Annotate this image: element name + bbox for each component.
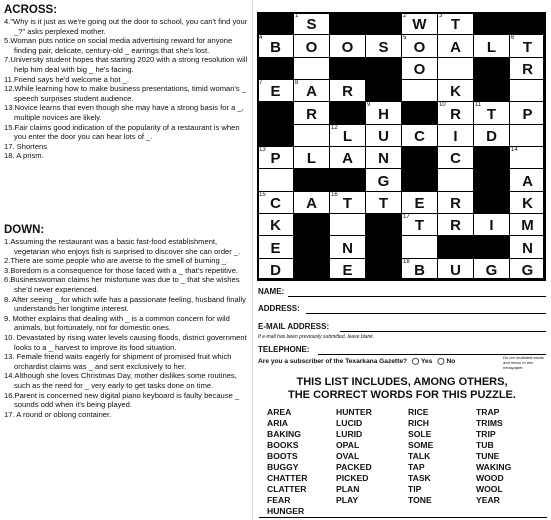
name-field[interactable] [258,287,548,296]
cell-letter: M [521,217,534,235]
grid-cell[interactable] [329,79,366,102]
word-list-item: TRIMS [476,418,503,428]
cell-letter: W [412,16,427,34]
grid-cell[interactable] [293,57,330,80]
cell-letter: S [306,16,317,34]
clue-number: 1 [295,13,299,19]
cell-letter: P [522,105,533,123]
down-clue: 13. Female friend waits eagerly for shipment of promised fruit which orchardist claims was _ and sent exclusively to her. [4,352,232,371]
word-list-item: RICH [408,418,430,428]
cell-letter: R [450,105,461,123]
word-list-item: PLAY [336,495,359,505]
grid-cell[interactable] [365,34,402,57]
word-list-item: LUCID [336,418,363,428]
down-clue-list [4,237,248,419]
word-column-1 [267,407,307,517]
word-list-item: CLATTER [267,484,307,494]
clue-number: 14 [511,146,518,153]
email-line [340,331,546,332]
cell-letter: H [378,105,389,123]
grid-block [329,12,366,35]
clue-number: 15 [259,191,266,198]
address-field[interactable] [258,304,548,313]
grid-cell[interactable] [401,191,438,214]
grid-block [365,12,402,35]
clues-panel [0,0,250,520]
grid-cell[interactable] [509,258,546,281]
word-list-item: WOOD [476,473,504,483]
cell-letter: R [306,105,317,123]
word-list-item: LURID [336,429,363,439]
word-list-item: CHATTER [267,473,308,483]
down-clue: 3.Boredom is a consequence for those faced with a _ that's repetitive. [4,265,239,275]
down-clue: 2.There are some people who are averse to the smell of burning _. [4,256,229,266]
word-list-item: TAP [408,462,425,472]
grid-cell[interactable] [365,101,402,124]
grid-block [401,168,438,191]
grid-cell[interactable] [473,101,510,124]
grid-block [365,258,402,281]
word-list-item: PACKED [336,462,372,472]
grid-block [509,12,546,35]
word-list-item: RICE [408,407,429,417]
word-list-item: BUGGY [267,462,299,472]
word-list-item: TONE [408,495,432,505]
cell-letter: C [270,194,281,212]
cell-letter: A [342,150,353,168]
no-label: No [446,358,456,365]
grid-cell[interactable] [509,34,546,57]
grid-cell[interactable] [437,168,474,191]
clue-number: 9 [367,102,371,109]
grid-cell[interactable] [329,213,366,236]
word-list-item: YEAR [476,495,500,505]
clue-number: 6 [511,35,515,42]
across-clue: 17. Shortens [4,141,48,151]
word-list-item: ARIA [267,418,289,428]
word-list-item: TUNE [476,451,500,461]
across-clue: 4."Why is it just as we're going out the door to school, you can't find your _?" asks perplexed mother. [4,17,248,36]
cell-letter: A [450,38,461,56]
cell-letter: K [270,217,281,235]
word-column-2 [336,407,372,506]
grid-cell[interactable] [293,146,330,169]
grid-cell[interactable] [365,191,402,214]
grid-cell[interactable] [509,101,546,124]
grid-cell[interactable] [257,258,294,281]
down-clue: 6.Businesswoman claims her misfortune was due to _ that she wishes she'd never experienced. [4,275,240,294]
word-list-item: TASK [408,473,431,483]
down-clue: 17. A round or oblong container. [4,409,112,419]
cell-letter: C [450,150,461,168]
grid-cell[interactable] [401,258,438,281]
grid-cell[interactable] [401,34,438,57]
no-radio[interactable]: ◯ [437,358,445,365]
word-list-item: SOME [408,440,434,450]
grid-cell[interactable] [437,146,474,169]
cell-letter: O [413,38,426,56]
bottom-rule [259,517,547,518]
grid-block [473,235,510,258]
yes-label: Yes [420,358,433,365]
down-clue: 10. Devastated by rising water levels causing floods, district government looks to a _ harvest to improve its food situation. [4,332,247,352]
grid-cell[interactable] [509,191,546,214]
cell-letter: T [522,38,533,56]
cell-letter: O [413,60,426,78]
word-list-item: WOOL [476,484,503,494]
cell-letter: R [342,83,353,101]
cell-letter: T [342,194,353,212]
grid-block [293,235,330,258]
word-list-item: OVAL [336,451,360,461]
word-list-item: TIP [408,484,422,494]
clue-number: 13 [259,146,266,153]
across-heading: ACROSS: [4,4,58,16]
grid-cell[interactable] [293,79,330,102]
grid-block [293,258,330,281]
cell-letter: A [306,83,317,101]
grid-cell[interactable] [257,146,294,169]
word-list-title-line1: THIS LIST INCLUDES, AMONG OTHERS, [296,376,508,388]
grid-cell[interactable] [509,235,546,258]
grid-block [257,124,294,147]
grid-cell[interactable] [473,213,510,236]
grid-block [365,57,402,80]
grid-cell[interactable] [473,34,510,57]
grid-cell[interactable] [257,79,294,102]
cell-letter: A [306,194,317,212]
cell-letter: R [450,217,461,235]
email-note: If e-mail has been previously submitted, leave blank. [258,334,375,340]
grid-block [257,12,294,35]
word-list-item: BAKING [267,429,301,439]
grid-cell[interactable] [437,213,474,236]
fine-print: Do not mutilated words and return to this newspaper. [503,355,544,370]
grid-block [401,101,438,124]
word-list-item: TRIP [476,429,496,439]
across-clue: 12.While learning how to make business presentations, timid woman's _ speech surprises student audience. [4,84,247,103]
cell-letter: L [306,150,317,168]
cell-letter: K [450,83,461,101]
grid-cell[interactable] [329,124,366,147]
cell-letter: A [522,172,533,190]
cell-letter: E [270,239,281,257]
grid-cell[interactable] [329,146,366,169]
cell-letter: N [342,239,353,257]
grid-cell[interactable] [437,34,474,57]
across-clue: 13.Novice learns that even though she may have a strong basis for a _, multiple novices are likely. [4,103,244,122]
clue-number: 2 [403,13,407,19]
cell-letter: L [486,38,497,56]
cell-letter: O [305,38,318,56]
clue-number: 4 [259,35,263,42]
grid-cell[interactable] [509,57,546,80]
grid-block [401,146,438,169]
grid-cell[interactable] [401,235,438,258]
grid-block [473,146,510,169]
word-list-item: TALK [408,451,431,461]
grid-block [473,12,510,35]
clue-number: 17 [403,213,410,220]
grid-cell[interactable] [293,34,330,57]
word-list-item: OPAL [336,440,360,450]
grid-cell[interactable] [329,235,366,258]
cell-letter: R [450,194,461,212]
cell-letter: K [522,194,533,212]
grid-block [329,168,366,191]
grid-cell[interactable] [329,258,366,281]
grid-cell[interactable] [365,124,402,147]
cell-letter: G [521,261,534,279]
grid-cell[interactable] [509,146,546,169]
grid-cell[interactable] [437,57,474,80]
clue-number: 16 [331,191,338,198]
grid-block [257,101,294,124]
grid-block [365,79,402,102]
word-list-item: HUNTER [336,407,372,417]
grid-cell[interactable] [437,12,474,35]
grid-cell[interactable] [257,213,294,236]
word-list-item: SOLE [408,429,432,439]
grid-cell[interactable] [329,34,366,57]
grid-cell[interactable] [509,124,546,147]
cell-letter: N [522,239,533,257]
cell-letter: I [453,127,458,145]
grid-cell[interactable] [473,258,510,281]
word-list-item: BOOKS [267,440,299,450]
grid-block [329,57,366,80]
grid-cell[interactable] [509,168,546,191]
cell-letter: T [486,105,497,123]
address-label: ADDRESS: [258,304,300,313]
cell-letter: S [378,38,389,56]
grid-cell[interactable] [365,168,402,191]
cell-letter: G [377,172,390,190]
name-label: NAME: [258,287,285,296]
clue-number: 18 [403,258,410,265]
grid-cell[interactable] [293,191,330,214]
word-list-item: TRAP [476,407,500,417]
across-clue: 15.Fair claims good indication of the popularity of a restaurant is when you enter the door you can hear lots of _. [4,122,240,142]
word-list-item: FEAR [267,495,291,505]
grid-cell[interactable] [401,213,438,236]
grid-block [257,57,294,80]
across-clue: 18. A prism. [4,151,44,161]
grid-cell[interactable] [437,124,474,147]
cell-letter: E [414,194,425,212]
cell-letter: R [522,60,533,78]
email-label: E-MAIL ADDRESS: [258,322,330,331]
clue-number: 11 [475,102,482,109]
cell-letter: N [378,150,389,168]
grid-cell[interactable] [437,101,474,124]
telephone-label: TELEPHONE: [258,345,310,354]
clue-number: 7 [259,79,263,86]
grid-block [473,191,510,214]
yes-radio[interactable]: ◯ [411,358,420,365]
cell-letter: G [485,261,498,279]
down-heading: DOWN: [4,224,45,236]
grid-cell[interactable] [257,191,294,214]
word-list-item: PLAN [336,484,360,494]
grid-block [473,79,510,102]
address-line [306,313,546,314]
word-column-3 [408,407,433,506]
grid-cell[interactable] [293,101,330,124]
down-clue: 16.Parent is concerned new digital piano keyboard is faulty because _ sounds odd when it's being played. [4,390,240,410]
cell-letter: P [270,150,281,168]
clue-number: 12 [331,124,338,131]
cell-letter: D [486,127,497,145]
clue-number: 5 [403,35,407,42]
grid-cell[interactable] [401,12,438,35]
word-list-title [255,376,549,402]
grid-cell[interactable] [329,191,366,214]
word-list-item: WAKING [476,462,512,472]
across-clue: 5.Woman puts notice on social media advertising reward for anyone finding pair, delicate, century-old _ earrings that she's lost. [4,36,233,55]
word-column-4 [476,407,511,506]
grid-cell[interactable] [473,124,510,147]
cell-letter: B [414,261,425,279]
cell-letter: I [489,217,494,235]
word-list-item: AREA [267,407,292,417]
down-clue: 1.Assuming the restaurant was a basic fast-food establishment, vegetarian who enjoys fish is surprised to discover she can order _. [4,237,241,256]
word-list-item: HUNGER [267,506,305,516]
word-list-item: BOOTS [267,451,298,461]
cell-letter: E [342,261,353,279]
cell-letter: L [342,127,353,145]
grid-block [293,168,330,191]
grid-cell[interactable] [257,168,294,191]
clue-number: 3 [439,13,443,19]
cell-letter: E [270,83,281,101]
grid-block [365,213,402,236]
across-clue: 7.University student hopes that starting 2020 with a strong resolution will help him deal with big _ he's facing. [4,55,248,74]
cell-letter: U [450,261,461,279]
grid-block [437,235,474,258]
cell-letter: U [378,127,389,145]
grid-cell[interactable] [401,124,438,147]
column-divider [252,0,253,520]
cell-letter: T [378,194,389,212]
grid-block [329,101,366,124]
subscriber-question: Are you a subscriber of the Texarkana Gazette? [258,358,408,365]
grid-cell[interactable] [437,79,474,102]
grid-cell[interactable] [365,146,402,169]
grid-cell[interactable] [293,12,330,35]
word-list-item: PICKED [336,473,369,483]
word-list-title-line2: THE CORRECT WORDS FOR THIS PUZZLE. [288,389,516,401]
grid-block [293,213,330,236]
email-field[interactable] [258,322,548,331]
cell-letter: T [414,217,425,235]
across-clue: 11.Friend says he'd welcome a hot _. [4,74,129,84]
grid-cell[interactable] [401,57,438,80]
clue-number: 8 [295,79,299,86]
grid-cell[interactable] [437,191,474,214]
grid-cell[interactable] [257,235,294,258]
grid-cell[interactable] [293,124,330,147]
grid-block [473,57,510,80]
grid-cell[interactable] [401,79,438,102]
telephone-field[interactable] [258,345,548,354]
clue-number: 10 [439,102,446,109]
word-list-item: TUB [476,440,494,450]
grid-cell[interactable] [437,258,474,281]
cell-letter: C [414,127,425,145]
grid-cell[interactable] [509,213,546,236]
cell-letter: T [450,16,461,34]
cell-letter: D [270,261,281,279]
grid-cell[interactable] [257,34,294,57]
cell-letter: B [270,38,281,56]
name-line [288,296,546,297]
grid-block [473,168,510,191]
down-clue: 9. Mother explains that dealing with _ is a common concern for wild animals, but fortunately, not for domestic ones. [4,313,230,333]
grid-cell[interactable] [509,79,546,102]
grid-block [365,235,402,258]
down-clue: 8. After seeing _ for which wife has a passionate feeling, husband finally understands her longtime interest. [4,294,246,314]
crossword-grid [257,12,545,280]
down-clue: 14.Although she loves Christmas Day, mother dislikes some routines, such as the need for _ very early to get tasks done on time. [4,371,237,390]
cell-letter: O [341,38,354,56]
across-clue-list [4,17,248,161]
